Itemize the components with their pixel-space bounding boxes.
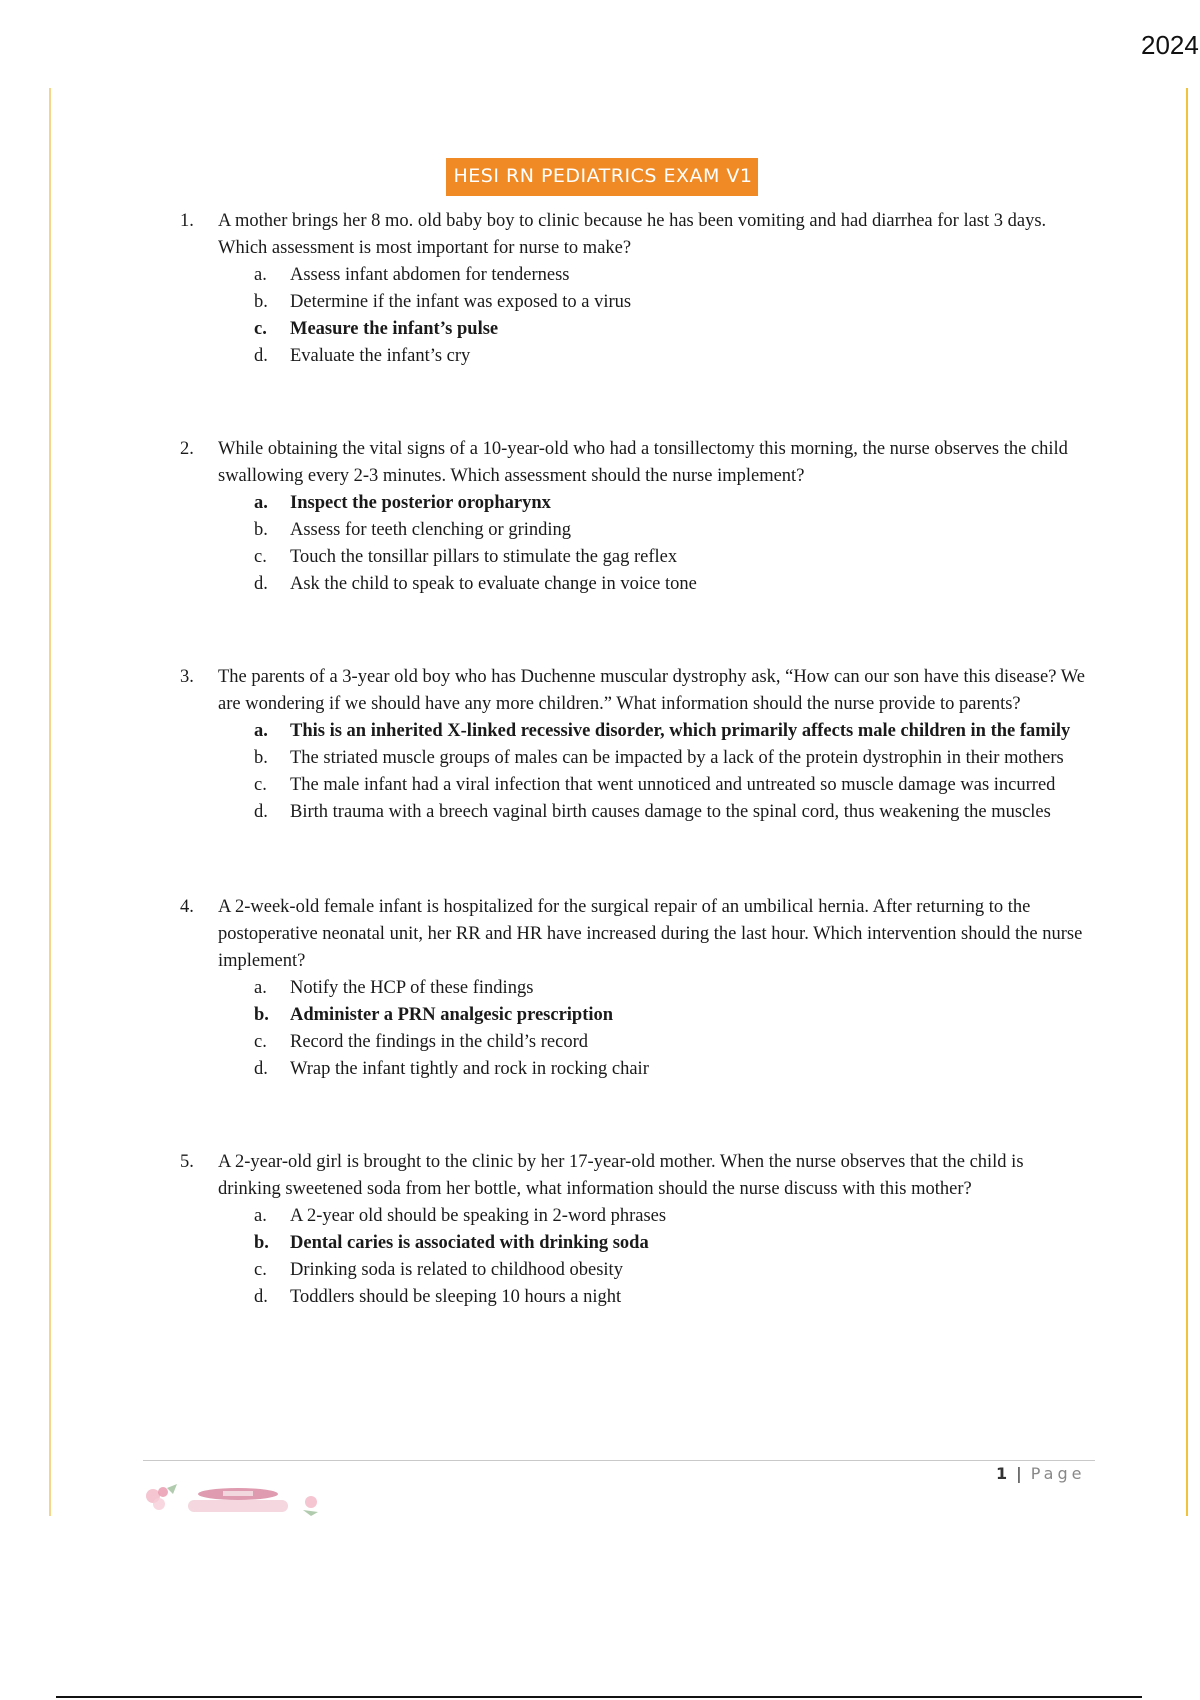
question-text: A 2-week-old female infant is hospitalized for the surgical repair of an umbilical hernia. After returning to the postoperative neonatal unit, her RR and HR have increased during the last hour. Which intervention should the nurse implement?: [218, 897, 1083, 971]
footer-divider: [143, 1460, 1095, 1461]
question-1: [180, 208, 1090, 370]
answer-option: [254, 343, 1090, 370]
option-letter: b.: [254, 292, 268, 312]
option-letter: c.: [254, 1260, 267, 1280]
page-number-value: 1: [996, 1464, 1010, 1483]
answer-option: [254, 975, 1090, 1002]
option-letter: d.: [254, 574, 268, 594]
option-letter: b.: [254, 520, 268, 540]
answer-options: [254, 262, 1090, 370]
answer-option: [254, 571, 1090, 598]
option-letter: d.: [254, 346, 268, 366]
option-text: Ask the child to speak to evaluate change in voice tone: [290, 574, 697, 594]
question-text: A 2-year-old girl is brought to the clinic by her 17-year-old mother. When the nurse observes that the child is drinking sweetened soda from her bottle, what information should the nurse discuss with this mother?: [218, 1152, 1024, 1199]
question-3: [180, 664, 1090, 826]
option-letter: c.: [254, 775, 267, 795]
bottom-page-rule: [56, 1696, 1142, 1698]
answer-option: [254, 1029, 1090, 1056]
option-letter: b.: [254, 748, 268, 768]
answer-option: [254, 517, 1090, 544]
option-text: Dental caries is associated with drinking soda: [290, 1233, 649, 1253]
answer-option: [254, 1257, 1090, 1284]
option-text: Inspect the posterior oropharynx: [290, 493, 551, 513]
option-text: The male infant had a viral infection that went unnoticed and untreated so muscle damage was incurred: [290, 775, 1056, 795]
option-letter: d.: [254, 802, 268, 822]
option-text: Birth trauma with a breech vaginal birth causes damage to the spinal cord, thus weakening the muscles: [290, 802, 1051, 822]
question-text: While obtaining the vital signs of a 10-year-old who had a tonsillectomy this morning, the nurse observes the child swallowing every 2-3 minutes. Which assessment should the nurse implement?: [218, 439, 1068, 486]
option-text: Wrap the infant tightly and rock in rocking chair: [290, 1059, 649, 1079]
option-letter: d.: [254, 1059, 268, 1079]
correct-answer-option: [254, 1002, 1090, 1029]
correct-answer-option: [254, 316, 1090, 343]
answer-option: [254, 1056, 1090, 1083]
option-text: Assess for teeth clenching or grinding: [290, 520, 572, 540]
answer-option: [254, 289, 1090, 316]
option-letter: c.: [254, 547, 267, 567]
correct-answer-option: [254, 718, 1090, 745]
option-text: Record the findings in the child’s record: [290, 1032, 588, 1052]
option-text: Drinking soda is related to childhood obesity: [290, 1260, 623, 1280]
question-number: 3.: [180, 667, 194, 687]
question-4: [180, 894, 1090, 1083]
option-letter: a.: [254, 721, 268, 741]
question-number: 4.: [180, 897, 194, 917]
option-letter: a.: [254, 265, 267, 285]
answer-option: [254, 772, 1090, 799]
option-letter: a.: [254, 1206, 267, 1226]
option-text: Evaluate the infant’s cry: [290, 346, 471, 366]
page-number-separator: |: [1016, 1464, 1024, 1483]
option-text: Assess infant abdomen for tenderness: [290, 265, 570, 285]
option-letter: c.: [254, 319, 267, 339]
option-text: Administer a PRN analgesic prescription: [290, 1005, 614, 1025]
question-text: The parents of a 3-year old boy who has Duchenne muscular dystrophy ask, “How can our son have this disease? We are wondering if we should have any more children.” What information should the nurse provide to parents?: [218, 667, 1085, 714]
option-letter: b.: [254, 1005, 269, 1025]
option-letter: d.: [254, 1287, 268, 1307]
left-margin-line: [49, 88, 51, 1516]
option-letter: b.: [254, 1233, 269, 1253]
answer-option: [254, 1203, 1090, 1230]
option-text: Measure the infant’s pulse: [290, 319, 499, 339]
option-letter: a.: [254, 978, 267, 998]
option-letter: c.: [254, 1032, 267, 1052]
page-label: Page: [1030, 1464, 1086, 1483]
answer-options: [254, 975, 1090, 1083]
option-text: Notify the HCP of these findings: [290, 978, 534, 998]
question-number: 1.: [180, 211, 194, 231]
header-year: 2024: [1141, 30, 1199, 60]
correct-answer-option: [254, 490, 1090, 517]
question-2: [180, 436, 1090, 598]
answer-option: [254, 262, 1090, 289]
answer-option: [254, 544, 1090, 571]
answer-options: [254, 718, 1090, 826]
question-number: 2.: [180, 439, 194, 459]
option-text: The striated muscle groups of males can be impacted by a lack of the protein dystrophin in their mothers: [290, 748, 1064, 768]
answer-option: [254, 799, 1090, 826]
option-text: This is an inherited X-linked recessive disorder, which primarily affects male children in the family: [290, 721, 1071, 741]
right-margin-line: [1186, 88, 1188, 1516]
answer-options: [254, 490, 1090, 598]
footer-floral-logo-icon: [143, 1482, 323, 1518]
question-5: [180, 1149, 1090, 1311]
question-list: [180, 208, 1090, 1311]
option-text: Touch the tonsillar pillars to stimulate the gag reflex: [290, 547, 678, 567]
answer-option: [254, 1284, 1090, 1311]
title-container: [0, 158, 1200, 196]
page-number: [996, 1464, 1085, 1483]
answer-option: [254, 745, 1090, 772]
correct-answer-option: [254, 1230, 1090, 1257]
option-text: Toddlers should be sleeping 10 hours a night: [290, 1287, 622, 1307]
option-text: A 2-year old should be speaking in 2-word phrases: [290, 1206, 667, 1226]
question-text: A mother brings her 8 mo. old baby boy to clinic because he has been vomiting and had diarrhea for last 3 days. Which assessment is most important for nurse to make?: [218, 211, 1047, 258]
question-number: 5.: [180, 1152, 194, 1172]
answer-options: [254, 1203, 1090, 1311]
option-text: Determine if the infant was exposed to a virus: [290, 292, 632, 312]
option-letter: a.: [254, 493, 268, 513]
page-title: HESI RN PEDIATRICS EXAM V1: [446, 158, 759, 196]
